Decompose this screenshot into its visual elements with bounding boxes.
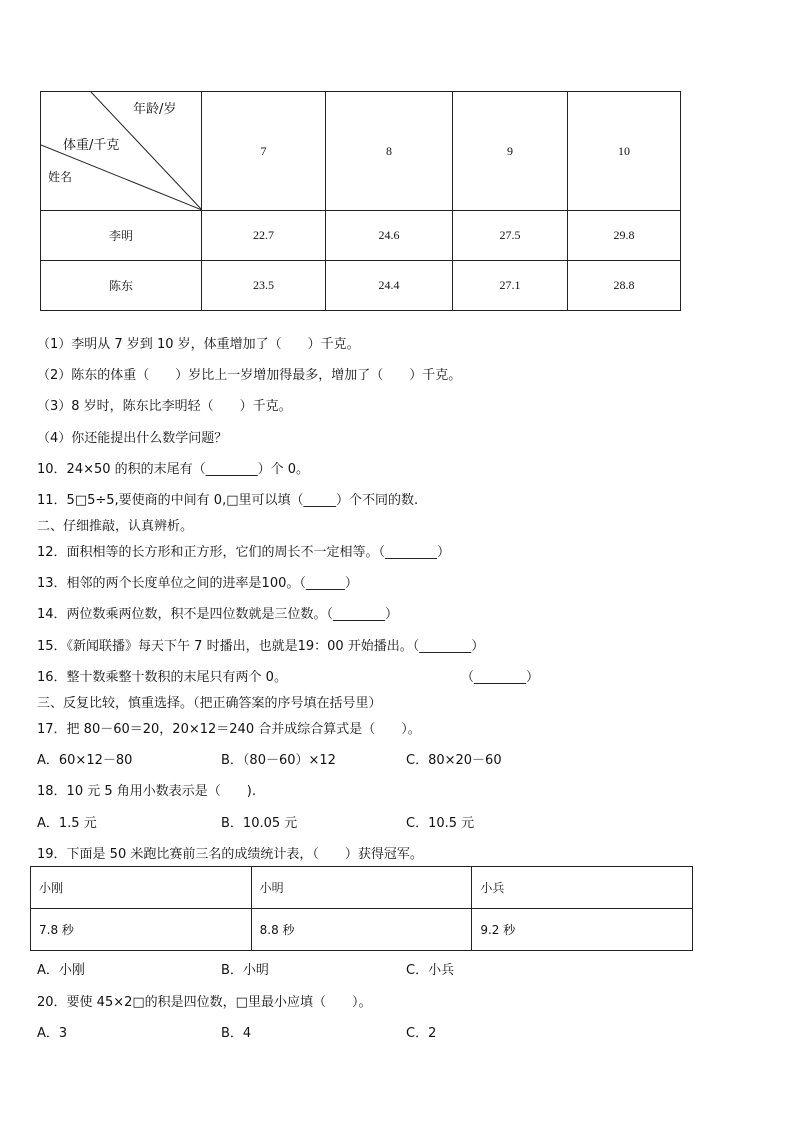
weight-cell: 28.8 bbox=[568, 261, 681, 311]
question-16-blank: （________） bbox=[461, 670, 540, 685]
option-b: B．4 bbox=[221, 1026, 252, 1041]
option-a: A．60×12－80 bbox=[37, 753, 133, 768]
weight-axis-label: 体重/千克 bbox=[63, 138, 120, 153]
age-header-cell: 9 bbox=[453, 92, 568, 211]
weight-cell: 27.1 bbox=[453, 261, 568, 311]
runner-name-cell: 小明 bbox=[251, 867, 472, 909]
runner-time-cell: 9.2 秒 bbox=[472, 909, 693, 951]
row-name-cell: 陈东 bbox=[41, 261, 202, 311]
question-16: 16．整十数乘整十数积的末尾只有两个 0。 bbox=[37, 670, 287, 685]
option-b: B．（80－60）×12 bbox=[221, 753, 336, 768]
question-10: 10．24×50 的积的末尾有（________）个 0。 bbox=[37, 462, 310, 477]
question-11: 11．5□5÷5,要使商的中间有 0,□里可以填（_____）个不同的数. bbox=[37, 493, 419, 508]
option-c: C．80×20－60 bbox=[406, 753, 502, 768]
row-name-cell: 李明 bbox=[41, 211, 202, 261]
question-19: 19．下面是 50 米跑比赛前三名的成绩统计表，（ ）获得冠军。 bbox=[37, 847, 423, 862]
race-results-table bbox=[30, 866, 693, 951]
name-axis-label: 姓名 bbox=[48, 170, 73, 184]
age-header-cell: 7 bbox=[202, 92, 326, 211]
option-a: A．1.5 元 bbox=[37, 816, 97, 831]
weight-cell: 29.8 bbox=[568, 211, 681, 261]
table-row bbox=[31, 867, 693, 909]
option-c: C．10.5 元 bbox=[406, 816, 475, 831]
option-c: C．小兵 bbox=[406, 963, 455, 978]
question-17: 17．把 80－60＝20，20×12＝240 合并成综合算式是（ ）。 bbox=[37, 722, 421, 737]
diagonal-header-cell bbox=[41, 92, 202, 211]
runner-name-cell: 小刚 bbox=[31, 867, 252, 909]
table-row bbox=[41, 261, 681, 311]
runner-time-cell: 8.8 秒 bbox=[251, 909, 472, 951]
age-header-cell: 8 bbox=[326, 92, 453, 211]
weight-cell: 24.4 bbox=[326, 261, 453, 311]
table-row bbox=[31, 909, 693, 951]
option-b: B．小明 bbox=[221, 963, 269, 978]
question-18: 18．10 元 5 角用小数表示是（ ). bbox=[37, 784, 256, 799]
age-axis-label: 年龄/岁 bbox=[133, 102, 177, 117]
weight-cell: 22.7 bbox=[202, 211, 326, 261]
question-4: （4）你还能提出什么数学问题？ bbox=[37, 431, 228, 446]
question-3: （3）8 岁时，陈东比李明轻（ ）千克。 bbox=[37, 399, 292, 414]
question-20: 20．要使 45×2□的积是四位数，□里最小应填（ ）。 bbox=[37, 995, 372, 1010]
option-c: C．2 bbox=[406, 1026, 437, 1041]
question-14: 14．两位数乘两位数，积不是四位数就是三位数。（________） bbox=[37, 607, 399, 622]
weight-cell: 23.5 bbox=[202, 261, 326, 311]
question-12: 12．面积相等的长方形和正方形，它们的周长不一定相等。（________） bbox=[37, 545, 451, 560]
question-15: 15．《新闻联播》每天下午 7 时播出，也就是19：00 开始播出。（________） bbox=[37, 639, 485, 654]
section-2-heading: 二、仔细推敲，认真辨析。 bbox=[37, 519, 194, 534]
table-row bbox=[41, 211, 681, 261]
weight-cell: 24.6 bbox=[326, 211, 453, 261]
question-2: （2）陈东的体重（ ）岁比上一岁增加得最多，增加了（ ）千克。 bbox=[37, 368, 462, 383]
runner-time-cell: 7.8 秒 bbox=[31, 909, 252, 951]
option-a: A．3 bbox=[37, 1026, 68, 1041]
weight-cell: 27.5 bbox=[453, 211, 568, 261]
question-1: （1）李明从 7 岁到 10 岁，体重增加了（ ）千克。 bbox=[37, 337, 360, 352]
option-b: B．10.05 元 bbox=[221, 816, 298, 831]
section-3-heading: 三、反复比较，慎重选择。（把正确答案的序号填在括号里） bbox=[37, 696, 382, 711]
option-a: A．小刚 bbox=[37, 963, 85, 978]
question-13: 13．相邻的两个长度单位之间的进率是100。（______） bbox=[37, 576, 358, 591]
age-header-cell: 10 bbox=[568, 92, 681, 211]
weight-age-table bbox=[40, 91, 681, 311]
runner-name-cell: 小兵 bbox=[472, 867, 693, 909]
